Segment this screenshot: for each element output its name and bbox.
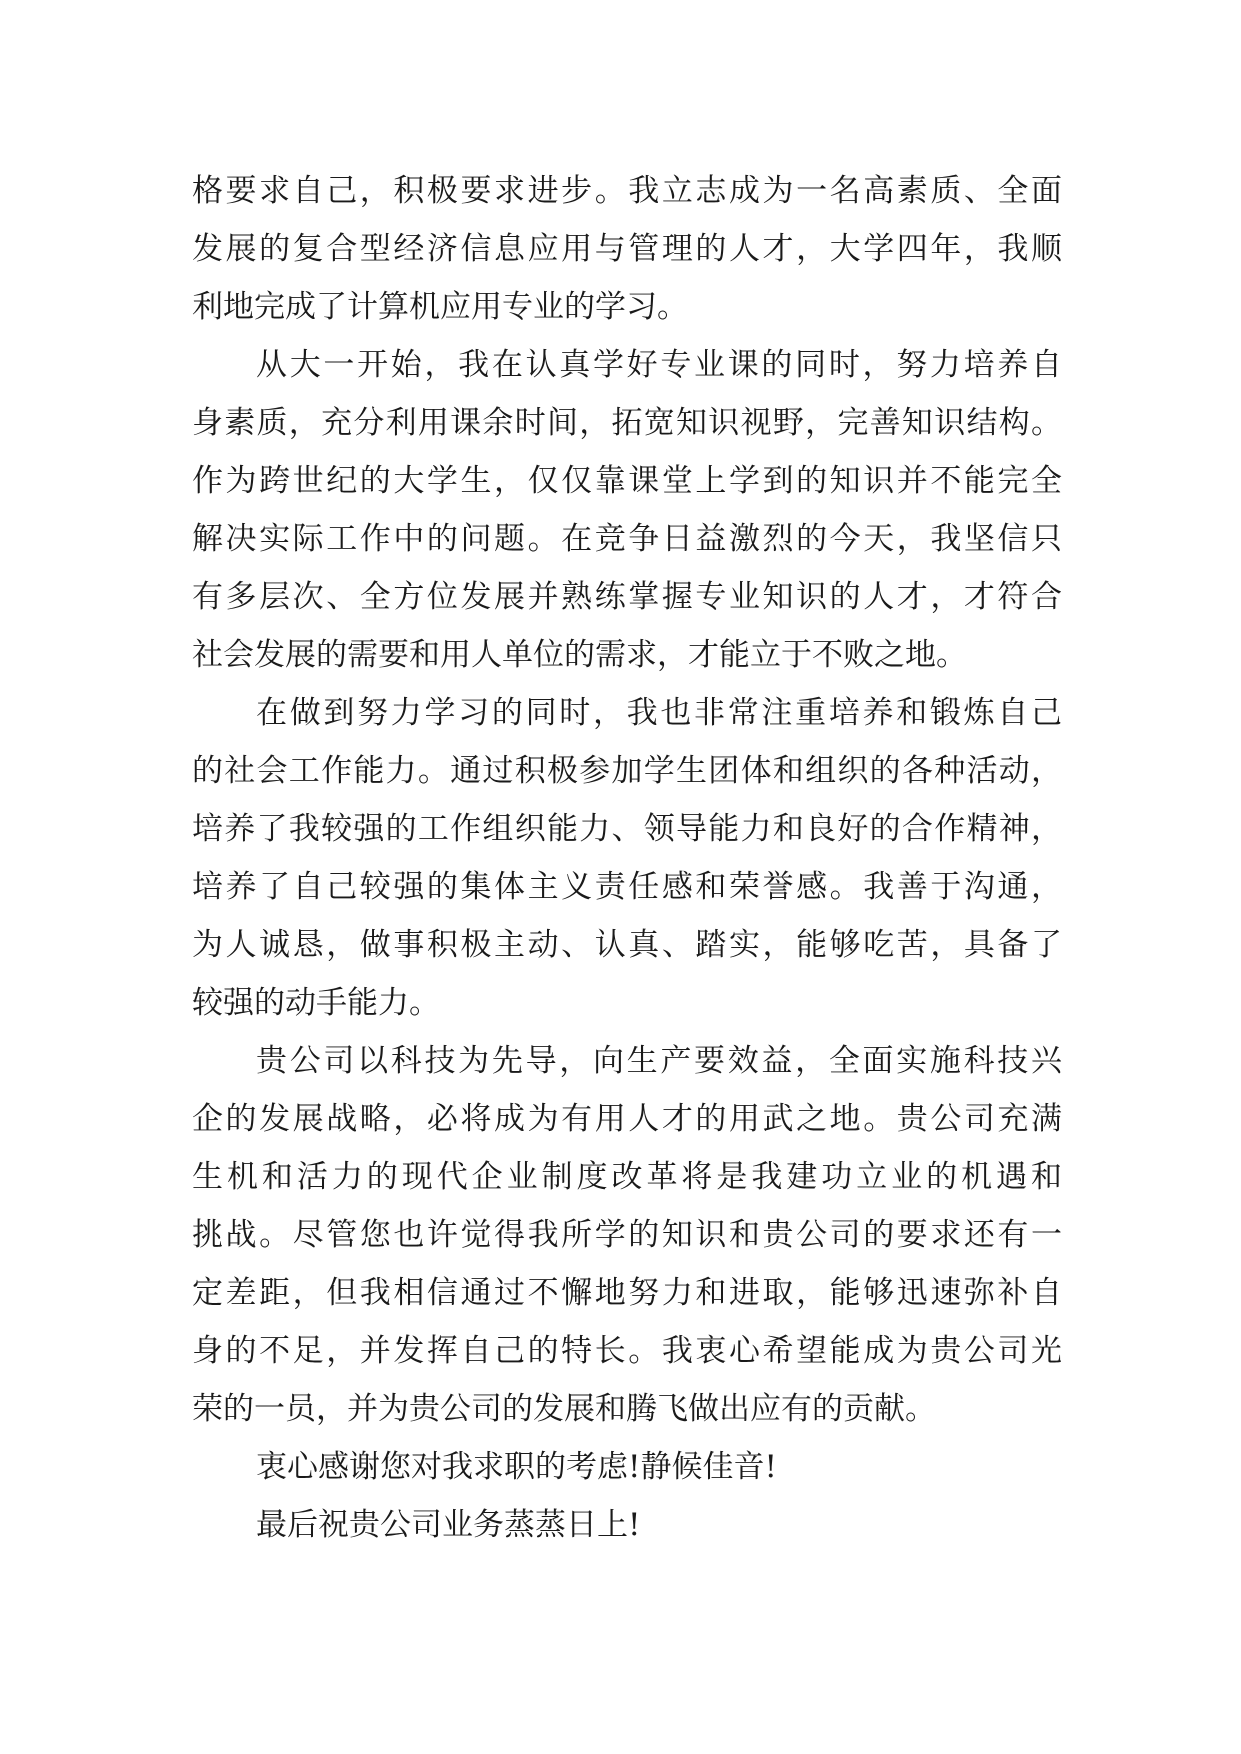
text-line: 培养了我较强的工作组织能力、领导能力和良好的合作精神， xyxy=(192,811,1062,847)
text-line: 利地完成了计算机应用专业的学习。 xyxy=(192,289,688,325)
paragraph-1 xyxy=(192,162,1062,336)
text-line: 的社会工作能力。通过积极参加学生团体和组织的各种活动， xyxy=(192,753,1062,789)
text-line: 作为跨世纪的大学生，仅仅靠课堂上学到的知识并不能完全 xyxy=(192,463,1062,499)
text-line: 为人诚恳，做事积极主动、认真、踏实，能够吃苦，具备了 xyxy=(192,927,1062,963)
text-line: 解决实际工作中的问题。在竞争日益激烈的今天，我坚信只 xyxy=(192,521,1062,557)
paragraph-4 xyxy=(192,1032,1062,1438)
text-line: 从大一开始，我在认真学好专业课的同时，努力培养自 xyxy=(256,347,1062,383)
text-line: 贵公司以科技为先导，向生产要效益，全面实施科技兴 xyxy=(256,1043,1062,1079)
text-line: 生机和活力的现代企业制度改革将是我建功立业的机遇和 xyxy=(192,1159,1062,1195)
paragraph-3 xyxy=(192,684,1062,1032)
text-line: 衷心感谢您对我求职的考虑!静候佳音! xyxy=(256,1449,777,1485)
text-line: 培养了自己较强的集体主义责任感和荣誉感。我善于沟通， xyxy=(192,869,1062,905)
text-line: 最后祝贵公司业务蒸蒸日上! xyxy=(256,1507,641,1543)
text-line: 社会发展的需要和用人单位的需求，才能立于不败之地。 xyxy=(192,637,967,673)
text-line: 企的发展战略，必将成为有用人才的用武之地。贵公司充满 xyxy=(192,1101,1062,1137)
text-line: 有多层次、全方位发展并熟练掌握专业知识的人才，才符合 xyxy=(192,579,1062,615)
text-line: 身素质，充分利用课余时间，拓宽知识视野，完善知识结构。 xyxy=(192,405,1062,441)
paragraph-6 xyxy=(192,1496,1062,1554)
paragraph-2 xyxy=(192,336,1062,684)
text-line: 挑战。尽管您也许觉得我所学的知识和贵公司的要求还有一 xyxy=(192,1217,1062,1253)
text-line: 荣的一员，并为贵公司的发展和腾飞做出应有的贡献。 xyxy=(192,1391,936,1427)
text-line: 发展的复合型经济信息应用与管理的人才，大学四年，我顺 xyxy=(192,231,1062,267)
text-line: 身的不足，并发挥自己的特长。我衷心希望能成为贵公司光 xyxy=(192,1333,1062,1369)
letter-body xyxy=(192,162,1062,1554)
text-line: 格要求自己，积极要求进步。我立志成为一名高素质、全面 xyxy=(192,173,1062,209)
text-line: 较强的动手能力。 xyxy=(192,985,440,1021)
paragraph-5 xyxy=(192,1438,1062,1496)
text-line: 定差距，但我相信通过不懈地努力和进取，能够迅速弥补自 xyxy=(192,1275,1062,1311)
text-line: 在做到努力学习的同时，我也非常注重培养和锻炼自己 xyxy=(256,695,1062,731)
